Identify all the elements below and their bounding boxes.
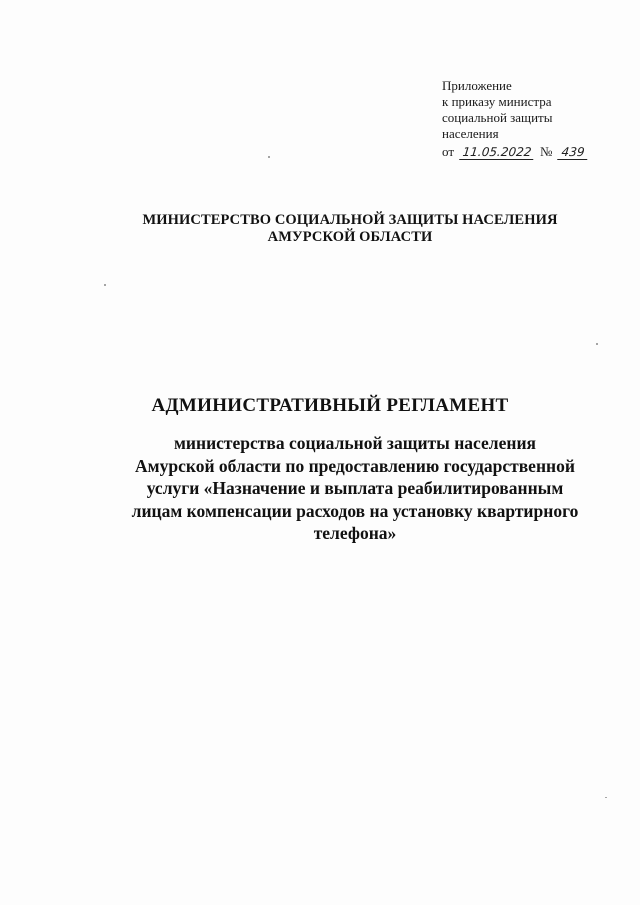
appendix-line: социальной защиты: [442, 110, 553, 125]
ministry-line-1: МИНИСТЕРСТВО СОЦИАЛЬНОЙ ЗАЩИТЫ НАСЕЛЕНИЯ: [142, 212, 558, 228]
from-label: от: [442, 144, 455, 159]
scan-speck: [605, 797, 607, 798]
appendix-line: населения: [442, 126, 499, 141]
order-reference: [442, 142, 622, 160]
appendix-block: [442, 78, 622, 160]
scan-speck: [596, 343, 598, 345]
subtitle-line: услуги «Назначение и выплата реабилитированным: [146, 478, 564, 498]
appendix-line: Приложение: [442, 78, 512, 93]
ministry-heading: [100, 212, 600, 246]
order-number: 439: [558, 145, 590, 160]
subtitle-line: Амурской области по предоставлению государственной: [135, 455, 575, 476]
subtitle-line: министерства социальной защиты населения: [174, 433, 536, 453]
ministry-line-2: АМУРСКОЙ ОБЛАСТИ: [267, 229, 433, 245]
order-date: 11.05.2022: [459, 145, 535, 160]
document-subtitle: [95, 432, 615, 545]
subtitle-line: лицам компенсации расходов на установку квартирного: [131, 500, 579, 521]
document-title: АДМИНИСТРАТИВНЫЙ РЕГЛАМЕНТ: [151, 395, 509, 416]
subtitle-line: телефона»: [313, 523, 397, 543]
number-label: №: [540, 144, 553, 159]
scan-speck: [268, 156, 270, 158]
appendix-line: к приказу министра: [442, 94, 552, 109]
scan-speck: [104, 284, 106, 286]
